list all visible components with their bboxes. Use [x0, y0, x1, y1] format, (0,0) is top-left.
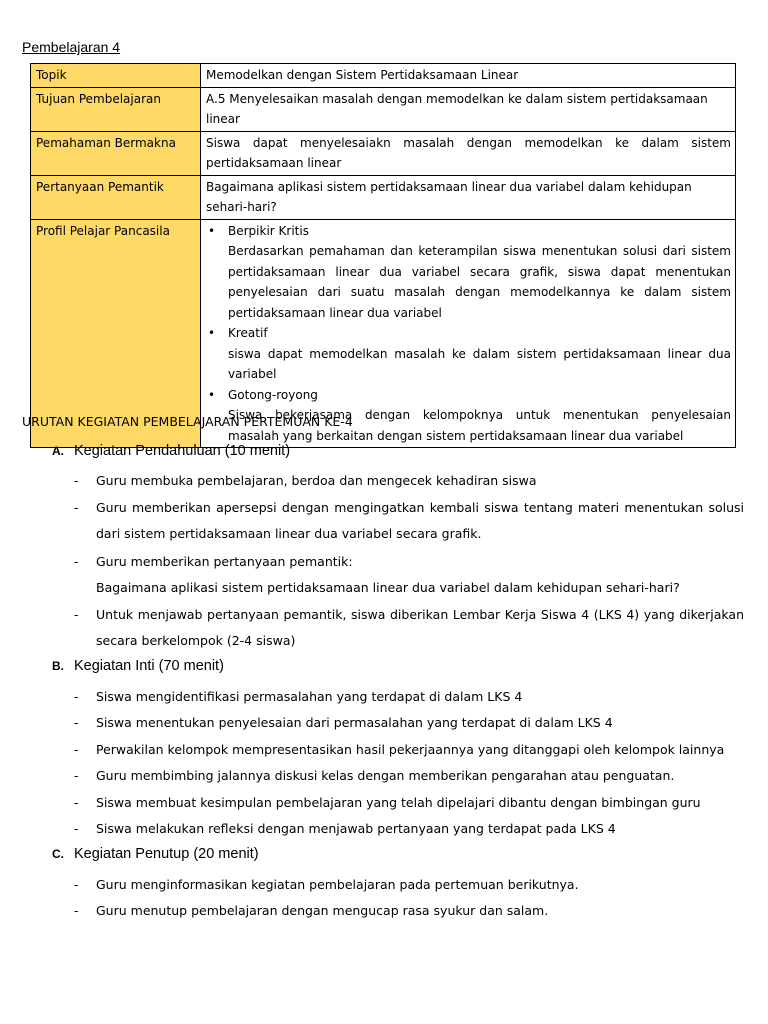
list-item-text: Siswa menentukan penyelesaian dari permasalahan yang terdapat di dalam LKS 4: [96, 715, 613, 730]
table-row-tujuan: [31, 87, 736, 131]
list-item-text: Perwakilan kelompok mempresentasikan hasil pekerjaannya yang ditanggapi oleh kelompok lainnya: [96, 742, 725, 757]
list-item-text: Guru membimbing jalannya diskusi kelas dengan memberikan pengarahan atau penguatan.: [96, 768, 675, 783]
dash-icon: -: [74, 689, 79, 704]
list-item: [74, 710, 744, 736]
list-item-text: Guru menginformasikan kegiatan pembelajaran pada pertemuan berikutnya.: [96, 877, 579, 892]
list-item-text: Siswa mengidentifikasi permasalahan yang terdapat di dalam LKS 4: [96, 689, 523, 704]
section-c-title: Kegiatan Penutup (20 menit): [74, 846, 259, 862]
section-a-title: Kegiatan Pendahuluan (10 menit): [74, 443, 291, 459]
list-item: [74, 549, 744, 601]
tujuan-value: A.5 Menyelesaikan masalah dengan memodelkan ke dalam sistem pertidaksamaan linear: [201, 87, 736, 131]
dash-icon: -: [74, 500, 79, 515]
table-row-topik: [31, 64, 736, 88]
dash-icon: -: [74, 821, 79, 836]
pertanyaan-label: Pertanyaan Pemantik: [31, 175, 201, 219]
list-item-text: Siswa membuat kesimpulan pembelajaran yang telah dipelajari dibantu dengan bimbingan guru: [96, 795, 701, 810]
dash-icon: -: [74, 715, 79, 730]
list-item: [74, 602, 744, 654]
section-c-heading: [52, 846, 259, 862]
topik-value: Memodelkan dengan Sistem Pertidaksamaan Linear: [201, 64, 736, 88]
dash-icon: -: [74, 554, 79, 569]
dash-icon: -: [74, 742, 79, 757]
profil-item: [206, 323, 731, 385]
bullet-icon: •: [208, 326, 216, 340]
table-row-pemahaman: [31, 131, 736, 175]
profil-label: Profil Pelajar Pancasila: [31, 219, 201, 448]
list-item: [74, 898, 744, 924]
profil-name: Kreatif: [228, 326, 268, 340]
list-item-text: Untuk menjawab pertanyaan pemantik, siswa diberikan Lembar Kerja Siswa 4 (LKS 4) yang dikerjakan secara berkelompok (2-4 siswa): [96, 607, 744, 648]
dash-icon: -: [74, 903, 79, 918]
profil-item: [206, 221, 731, 324]
bullet-icon: •: [208, 223, 216, 238]
lesson-info-table: [30, 63, 736, 448]
section-a-letter: A.: [52, 444, 64, 458]
urutan-heading: URUTAN KEGIATAN PEMBELAJARAN PERTEMUAN KE-4: [22, 414, 353, 429]
list-item: [74, 872, 744, 898]
list-item-text: Siswa melakukan refleksi dengan menjawab pertanyaan yang terdapat pada LKS 4: [96, 821, 616, 836]
list-item: [74, 816, 744, 842]
dash-icon: -: [74, 795, 79, 810]
profil-desc: Siswa bekerjasama dengan kelompoknya untuk menentukan penyelesaian masalah yang berkaitan dengan sistem pertidaksamaan linear dua variabel: [228, 408, 731, 443]
profil-desc: siswa dapat memodelkan masalah ke dalam sistem pertidaksamaan linear dua variabel: [228, 346, 731, 381]
list-item: [74, 763, 744, 789]
profil-desc: Berdasarkan pemahaman dan keterampilan siswa menentukan solusi dari sistem pertidaksamaan linear dua variabel secara grafik, siswa dapat menentukan penyelesaian dari suatu masalah dengan memodelkannya ke dalam sistem pertidaksamaan linear dua variabel: [228, 244, 731, 320]
profil-name: Gotong-royong: [228, 387, 318, 402]
list-item-text: Guru menutup pembelajaran dengan mengucap rasa syukur dan salam.: [96, 903, 549, 918]
pemahaman-value: Siswa dapat menyelesaiakn masalah dengan memodelkan ke dalam sistem pertidaksamaan linear: [201, 131, 736, 175]
section-b-heading: [52, 658, 224, 674]
list-item: [74, 495, 744, 547]
section-a-heading: [52, 443, 290, 459]
bullet-icon: •: [208, 387, 216, 402]
section-b-title: Kegiatan Inti (70 menit): [74, 658, 224, 674]
topik-label: Topik: [31, 64, 201, 88]
list-item-text: Guru memberikan pertanyaan pemantik:: [96, 554, 353, 569]
list-item: [74, 468, 744, 494]
dash-icon: -: [74, 607, 79, 622]
dash-icon: -: [74, 768, 79, 783]
profil-list: [206, 221, 731, 447]
list-item: [74, 684, 744, 710]
tujuan-label: Tujuan Pembelajaran: [31, 87, 201, 131]
list-item: [74, 790, 744, 816]
profil-name: Berpikir Kritis: [228, 223, 309, 238]
list-item: [74, 737, 744, 763]
list-item-continuation: Bagaimana aplikasi sistem pertidaksamaan linear dua variabel dalam kehidupan sehari-hari?: [96, 580, 680, 595]
list-item-text: Guru membuka pembelajaran, berdoa dan mengecek kehadiran siswa: [96, 473, 537, 488]
document-title: Pembelajaran 4: [22, 39, 121, 55]
section-b-letter: B.: [52, 659, 64, 673]
pertanyaan-value: Bagaimana aplikasi sistem pertidaksamaan linear dua variabel dalam kehidupan sehari-hari?: [201, 175, 736, 219]
dash-icon: -: [74, 877, 79, 892]
list-item-text: Guru memberikan apersepsi dengan mengingatkan kembali siswa tentang materi menentukan solusi dari sistem pertidaksamaan linear dua variabel secara grafik.: [96, 500, 744, 541]
dash-icon: -: [74, 473, 79, 488]
table-row-pertanyaan: [31, 175, 736, 219]
section-c-letter: C.: [52, 847, 64, 861]
pemahaman-label: Pemahaman Bermakna: [31, 131, 201, 175]
